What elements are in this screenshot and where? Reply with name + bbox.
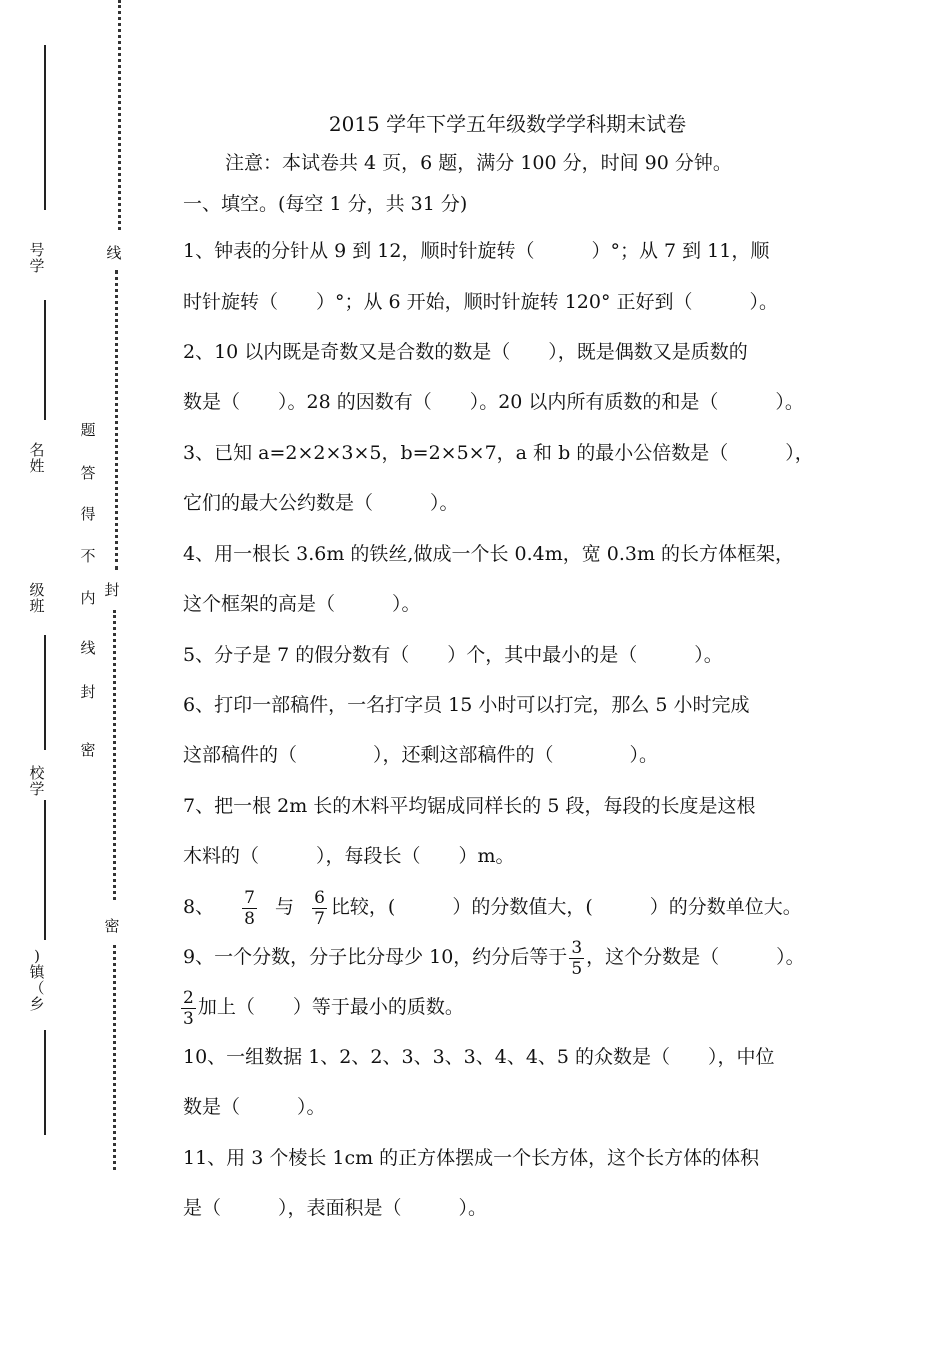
question-9-continuation bbox=[181, 983, 464, 1031]
town-label: ) 镇 （ 乡 bbox=[29, 947, 45, 1013]
no-answer-char: 内 bbox=[80, 589, 96, 607]
q9-fraction: $\frac{3}{5}$ bbox=[571, 937, 583, 979]
margin-line bbox=[44, 635, 46, 750]
question-5: 5、分子是 7 的假分数有（ ）个，其中最小的是（ ）。 bbox=[183, 644, 723, 666]
exam-title: 2015 学年下学五年级数学学科期末试卷 bbox=[328, 112, 687, 136]
q9b-suffix: 加上（ ）等于最小的质数。 bbox=[197, 996, 464, 1018]
no-answer-char: 答 bbox=[80, 464, 96, 482]
no-answer-char: 密 bbox=[80, 741, 96, 759]
margin-line bbox=[44, 1030, 46, 1135]
question-11-line-1: 11、用 3 个棱长 1cm 的正方体摆成一个长方体，这个长方体的体积 bbox=[183, 1147, 760, 1169]
question-1-line-2: 时针旋转（ ）°；从 6 开始，顺时针旋转 120° 正好到（ ）。 bbox=[183, 291, 779, 313]
question-6-line-1: 6、打印一部稿件，一名打字员 15 小时可以打完，那么 5 小时完成 bbox=[183, 694, 750, 716]
question-6-line-2: 这部稿件的（ ），还剩这部稿件的（ ）。 bbox=[183, 744, 659, 766]
margin-line bbox=[44, 300, 46, 420]
question-10-line-2: 数是（ ）。 bbox=[183, 1096, 326, 1118]
question-2-line-2: 数是（ ）。28 的因数有（ ）。20 以内所有质数的和是（ ）。 bbox=[183, 391, 804, 413]
question-10-line-1: 10、一组数据 1、2、2、3、3、3、4、4、5 的众数是（ ），中位 bbox=[183, 1046, 775, 1068]
q8-fraction-2: $\frac{6}{7}$ bbox=[314, 887, 325, 929]
seal-label-seal: 封 bbox=[104, 581, 120, 599]
margin-line bbox=[44, 800, 46, 940]
question-11-line-2: 是（ ），表面积是（ ）。 bbox=[183, 1197, 488, 1219]
no-answer-char: 题 bbox=[80, 421, 96, 439]
question-2-line-1: 2、10 以内既是奇数又是合数的数是（ ），既是偶数又是质数的 bbox=[183, 341, 748, 363]
exam-notice: 注意：本试卷共 4 页，6 题，满分 100 分，时间 90 分钟。 bbox=[225, 152, 732, 174]
question-4-line-1: 4、用一根长 3.6m 的铁丝,做成一个长 0.4m，宽 0.3m 的长方体框架， bbox=[183, 543, 795, 565]
q9b-fraction: $\frac{2}{3}$ bbox=[183, 987, 194, 1029]
q8-suffix: 比较，( ）的分数值大，( ）的分数单位大。 bbox=[330, 896, 802, 918]
question-1-line-1: 1、钟表的分针从 9 到 12，顺时针旋转（ ）°；从 7 到 11，顺 bbox=[183, 240, 770, 262]
no-answer-char: 不 bbox=[80, 547, 96, 565]
school-label: 校 学 bbox=[29, 764, 45, 798]
q8-prefix: 8、 bbox=[183, 896, 215, 918]
seal-dotted-line bbox=[113, 945, 116, 1170]
question-4-line-2: 这个框架的高是（ ）。 bbox=[183, 593, 421, 615]
no-answer-char: 封 bbox=[80, 683, 96, 701]
q8-fraction-1: $\frac{7}{8}$ bbox=[244, 887, 255, 929]
q8-mid: 与 bbox=[275, 896, 295, 918]
question-3-line-1: 3、已知 a=2×2×3×5，b=2×5×7，a 和 b 的最小公倍数是（ ）， bbox=[183, 442, 814, 464]
name-label: 名 姓 bbox=[29, 441, 45, 475]
student-no-label: 号 学 bbox=[29, 241, 45, 275]
no-answer-char: 线 bbox=[80, 639, 96, 657]
question-7-line-2: 木料的（ ），每段长（ ）m。 bbox=[183, 845, 515, 867]
class-label: 级 班 bbox=[29, 581, 45, 615]
question-7-line-1: 7、把一根 2m 长的木料平均锯成同样长的 5 段，每段的长度是这根 bbox=[183, 795, 756, 817]
question-9 bbox=[183, 933, 805, 981]
question-3-line-2: 它们的最大公约数是（ ）。 bbox=[183, 492, 459, 514]
seal-label-line: 线 bbox=[106, 244, 122, 262]
seal-label-secret: 密 bbox=[104, 917, 120, 935]
seal-dotted-line bbox=[115, 270, 118, 570]
seal-dotted-line bbox=[113, 610, 116, 900]
section-heading: 一、填空。(每空 1 分，共 31 分) bbox=[183, 193, 468, 215]
q9-prefix: 9、一个分数，分子比分母少 10，约分后等于 bbox=[183, 946, 568, 968]
question-8 bbox=[183, 883, 802, 931]
no-answer-char: 得 bbox=[80, 505, 96, 523]
q9-suffix: ，这个分数是（ ）。 bbox=[586, 946, 805, 968]
